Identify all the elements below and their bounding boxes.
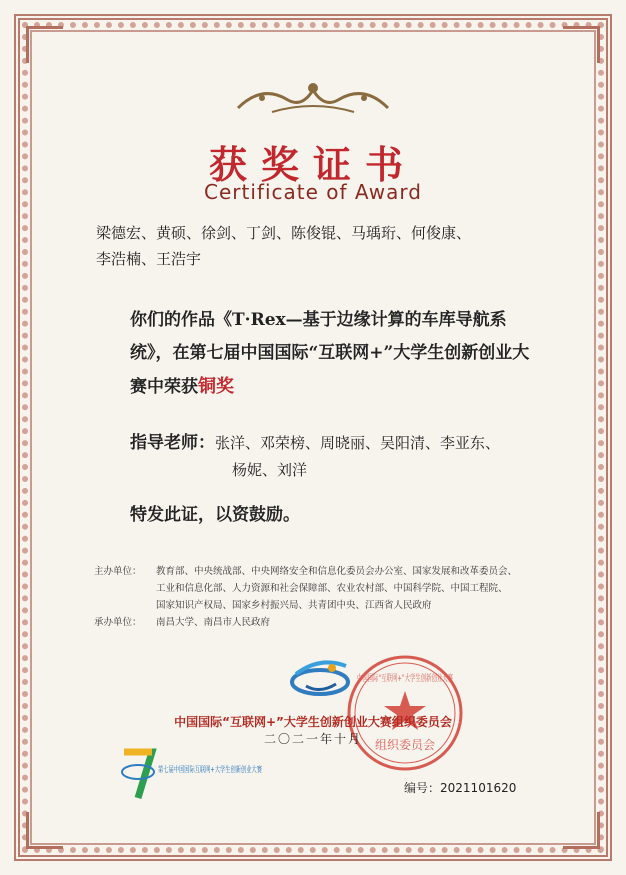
seventh-edition-logo bbox=[118, 742, 317, 806]
recipient-names bbox=[96, 220, 536, 272]
corner-ornament-tl bbox=[26, 26, 63, 63]
serial-label: 编号： bbox=[404, 781, 441, 795]
corner-ornament-tr bbox=[563, 26, 600, 63]
names-line-2: 李浩楠、王浩宇 bbox=[96, 250, 202, 268]
organizer-label: 承办单位： bbox=[94, 617, 142, 628]
advisors-line-1: 张洋、邓荣榜、周晓丽、吴阳清、李亚东、 bbox=[215, 434, 501, 452]
advisors-block bbox=[130, 430, 530, 484]
host-label: 主办单位： bbox=[94, 566, 142, 577]
statement-text: 你们的作品《T·Rex—基于边缘计算的车库导航系统》，在第七届中国国际“互联网+”大学生创新创业大赛中荣获 bbox=[130, 310, 530, 397]
seal-bottom-text: 组织委员会 bbox=[374, 738, 436, 752]
certificate-subtitle: Certificate of Award bbox=[204, 180, 422, 204]
issuing-committee: 中国国际“互联网+”大学生创新创业大赛组织委员会 bbox=[174, 715, 452, 729]
issue-date: 二〇二一年十月 bbox=[263, 732, 362, 746]
host-line-2: 工业和信息化部、人力资源和社会保障部、农业农村部、中国科学院、中国工程院、 bbox=[156, 583, 508, 594]
award-statement bbox=[130, 304, 530, 404]
serial-value: 2021101620 bbox=[440, 781, 517, 795]
advisor-label: 指导老师： bbox=[130, 433, 215, 453]
organizer-line: 南昌大学、南昌市人民政府 bbox=[156, 617, 271, 628]
host-line-1: 教育部、中央统战部、中央网络安全和信息化委员会办公室、国家发展和改革委员会、 bbox=[156, 566, 518, 577]
logo-caption: 第七届中国国际互联网+大学生创新创业大赛 bbox=[158, 765, 317, 774]
award-level: 铜奖 bbox=[198, 376, 234, 397]
issue-statement: 特发此证，以资鼓励。 bbox=[130, 505, 300, 525]
certificate-title: 获奖证书 bbox=[208, 142, 417, 187]
names-line-1: 梁德宏、黄硕、徐剑、丁剑、陈俊锟、马瑀珩、何俊康、 bbox=[96, 224, 472, 242]
corner-ornament-br bbox=[563, 812, 600, 849]
serial-number bbox=[404, 779, 516, 796]
advisors-line-2: 杨妮、刘洋 bbox=[232, 461, 308, 479]
competition-logo-icon bbox=[286, 656, 354, 702]
corner-ornament-bl bbox=[26, 812, 63, 849]
top-ornament-icon bbox=[232, 78, 394, 118]
organizers bbox=[94, 563, 534, 631]
host-line-3: 国家知识产权局、国家乡村振兴局、共青团中央、江西省人民政府 bbox=[156, 600, 432, 611]
seal-arc-text: 中国国际“互联网+”大学生创新创业大赛 bbox=[357, 674, 518, 684]
